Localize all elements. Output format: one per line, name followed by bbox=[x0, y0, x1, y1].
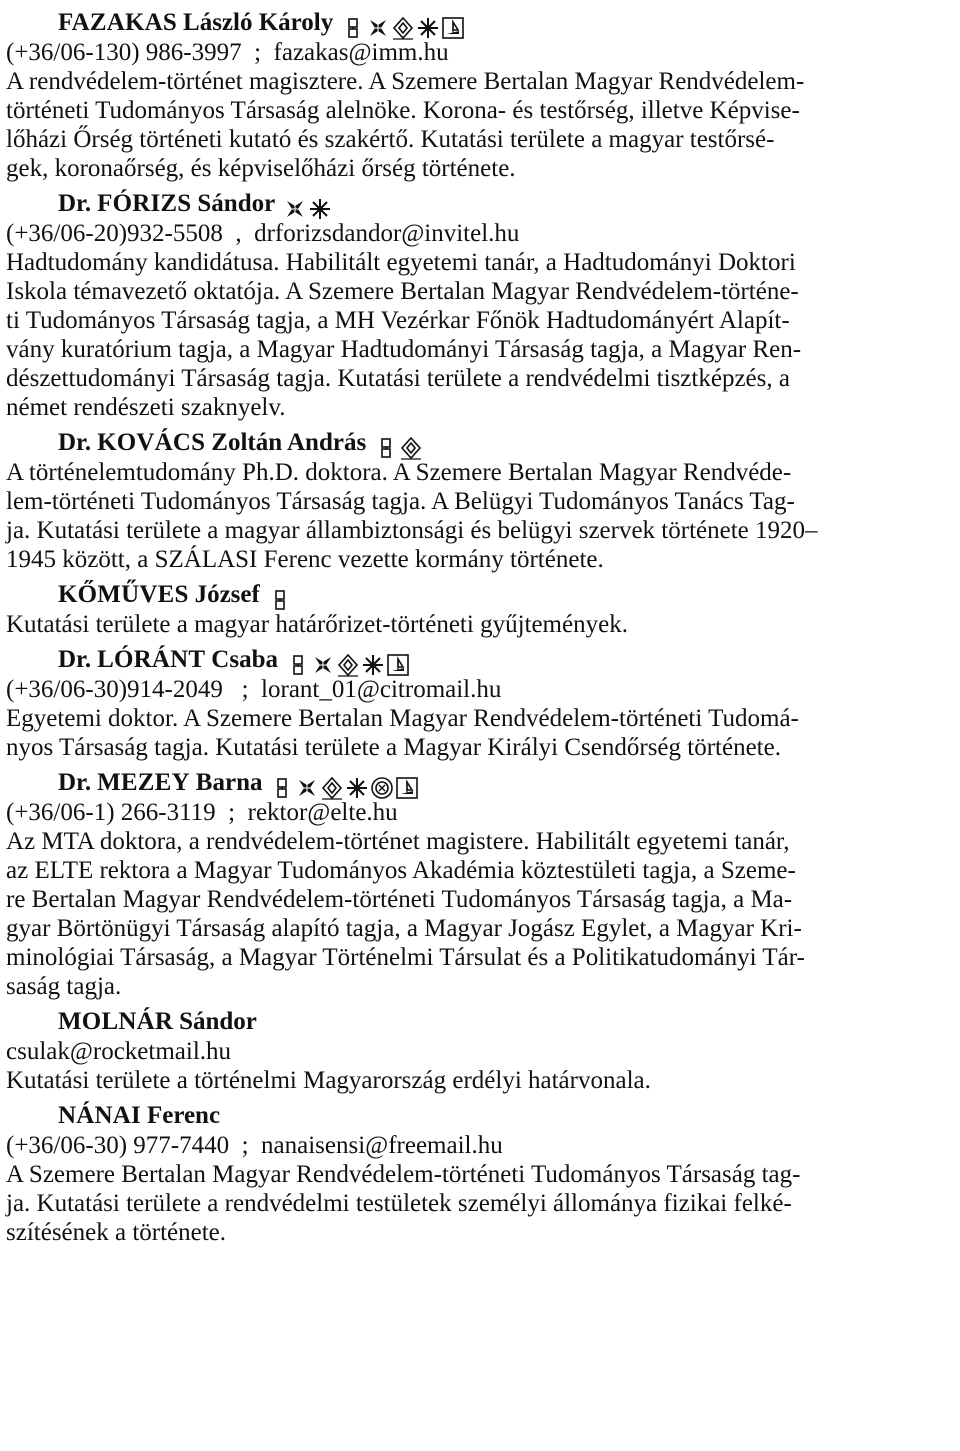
bio-line: A Szemere Bertalan Magyar Rendvédelem-történeti Tudományos Társaság tag- bbox=[6, 1161, 801, 1188]
bio-line: vány kuratórium tagja, a Magyar Hadtudományi Társaság tagja, a Magyar Ren- bbox=[6, 336, 802, 363]
author-surname: KŐMŰVES bbox=[58, 581, 189, 608]
bio-line: Az MTA doktora, a rendvédelem-történet magistere. Habilitált egyetemi tanár, bbox=[6, 828, 790, 855]
author-name bbox=[6, 428, 954, 458]
bio-line: A történelemtudomány Ph.D. doktora. A Szemere Bertalan Magyar Rendvéde- bbox=[6, 459, 792, 486]
ship-icon bbox=[386, 653, 410, 677]
author-given-name: Sándor bbox=[197, 190, 276, 217]
author-given-name: Sándor bbox=[179, 1008, 257, 1035]
contact-line: (+36/06-30) 977-7440 ; nanaisensi@freemail.hu bbox=[6, 1132, 503, 1159]
bio-line: Iskola témavezető oktatója. A Szemere Bertalan Magyar Rendvédelem-történe- bbox=[6, 278, 799, 305]
author-surname: LÓRÁNT bbox=[97, 646, 206, 673]
bio-line: az ELTE rektora a Magyar Tudományos Akadémia köztestületi tagja, a Szeme- bbox=[6, 857, 796, 884]
author-name bbox=[6, 580, 954, 610]
author-given-name: Barna bbox=[195, 769, 263, 796]
author-entry bbox=[6, 8, 954, 189]
author-name bbox=[6, 645, 954, 675]
bio-line: Kutatási területe a történelmi Magyarország erdélyi határvonala. bbox=[6, 1067, 651, 1094]
bio-line: gyar Börtönügyi Társaság alapító tagja, a Magyar Jogász Egylet, a Magyar Kri- bbox=[6, 915, 802, 942]
author-entry bbox=[6, 1007, 954, 1101]
author-entry bbox=[6, 189, 954, 428]
bio-line: német rendészeti szaknyelv. bbox=[6, 394, 286, 421]
medal-icon bbox=[268, 588, 292, 612]
author-surname: KOVÁCS bbox=[97, 429, 206, 456]
seal-icon bbox=[370, 776, 394, 800]
author-name bbox=[6, 1007, 954, 1037]
membership-icons bbox=[283, 192, 333, 218]
bio-line: ja. Kutatási területe a magyar állambiztonsági és belügyi szervek története 1920– bbox=[6, 517, 818, 544]
star-icon bbox=[345, 776, 369, 800]
ship-icon bbox=[395, 776, 419, 800]
bio-line: ti Tudományos Társaság tagja, a MH Vezérkar Főnök Hadtudományért Alapít- bbox=[6, 307, 790, 334]
cross-icon bbox=[366, 16, 390, 40]
medal-icon bbox=[286, 653, 310, 677]
author-given-name: László Károly bbox=[183, 9, 334, 36]
membership-icons bbox=[286, 648, 411, 674]
ship-icon bbox=[441, 16, 465, 40]
cross-icon bbox=[311, 653, 335, 677]
cross-icon bbox=[283, 197, 307, 221]
bio-line: re Bertalan Magyar Rendvédelem-történeti Tudományos Társaság tagja, a Ma- bbox=[6, 886, 793, 913]
bio-line: gek, koronaőrség, és képviselőházi őrség története. bbox=[6, 155, 516, 182]
entry-gap bbox=[6, 1247, 954, 1253]
bio-line: minológiai Társaság, a Magyar Történelmi Társulat és a Politikatudományi Tár- bbox=[6, 944, 805, 971]
author-surname: MEZEY bbox=[97, 769, 190, 796]
author-surname: FAZAKAS bbox=[58, 9, 178, 36]
author-surname: NÁNAI bbox=[58, 1102, 141, 1129]
diamond-icon bbox=[336, 653, 360, 677]
author-entry bbox=[6, 645, 954, 768]
bio-line: történeti Tudományos Társaság alelnöke. Korona- és testőrség, illetve Képvise- bbox=[6, 97, 800, 124]
bio-line: szítésének a története. bbox=[6, 1219, 227, 1246]
bio-line: Hadtudomány kandidátusa. Habilitált egyetemi tanár, a Hadtudományi Doktori bbox=[6, 249, 796, 276]
membership-icons bbox=[341, 11, 466, 37]
author-title: Dr. bbox=[58, 429, 92, 456]
author-given-name: Zoltán András bbox=[211, 429, 367, 456]
contact-line: (+36/06-1) 266-3119 ; rektor@elte.hu bbox=[6, 799, 398, 826]
author-name bbox=[6, 8, 954, 38]
membership-icons bbox=[374, 431, 424, 457]
star-icon bbox=[416, 16, 440, 40]
author-given-name: József bbox=[194, 581, 260, 608]
bio-line: Kutatási területe a magyar határőrizet-történeti gyűjtemények. bbox=[6, 611, 628, 638]
author-surname: MOLNÁR bbox=[58, 1008, 174, 1035]
bio-line: lem-történeti Tudományos Társaság tagja. A Belügyi Tudományos Tanács Tag- bbox=[6, 488, 795, 515]
contact-line: (+36/06-20)932-5508 , drforizsdandor@invitel.hu bbox=[6, 220, 520, 247]
medal-icon bbox=[374, 436, 398, 460]
star-icon bbox=[361, 653, 385, 677]
membership-icons bbox=[270, 771, 420, 797]
author-given-name: Csaba bbox=[211, 646, 278, 673]
bio-line: 1945 között, a SZÁLASI Ferenc vezette kormány története. bbox=[6, 546, 604, 573]
contact-line: (+36/06-130) 986-3997 ; fazakas@imm.hu bbox=[6, 39, 449, 66]
diamond-icon bbox=[399, 436, 423, 460]
bio-line: A rendvédelem-történet magisztere. A Szemere Bertalan Magyar Rendvédelem- bbox=[6, 68, 805, 95]
bio-line: nyos Társaság tagja. Kutatási területe a Magyar Királyi Csendőrség története. bbox=[6, 734, 781, 761]
bio-line: dészettudományi Társaság tagja. Kutatási területe a rendvédelmi tisztképzés, a bbox=[6, 365, 790, 392]
contact-line: (+36/06-30)914-2049 ; lorant_01@citromail.hu bbox=[6, 676, 502, 703]
author-name bbox=[6, 1101, 954, 1131]
diamond-icon bbox=[391, 16, 415, 40]
contact-line: csulak@rocketmail.hu bbox=[6, 1038, 232, 1065]
author-entry bbox=[6, 768, 954, 1007]
author-title: Dr. bbox=[58, 646, 92, 673]
author-name bbox=[6, 189, 954, 219]
medal-icon bbox=[270, 776, 294, 800]
author-surname: FÓRIZS bbox=[97, 190, 192, 217]
author-entry bbox=[6, 580, 954, 645]
author-entry bbox=[6, 1101, 954, 1253]
star-icon bbox=[308, 197, 332, 221]
membership-icons bbox=[268, 583, 293, 609]
author-given-name: Ferenc bbox=[146, 1102, 221, 1129]
bio-line: lőházi Őrség történeti kutató és szakértő. Kutatási területe a magyar testőrsé- bbox=[6, 126, 775, 153]
author-entry bbox=[6, 428, 954, 580]
cross-icon bbox=[295, 776, 319, 800]
author-name bbox=[6, 768, 954, 798]
diamond-icon bbox=[320, 776, 344, 800]
bio-line: saság tagja. bbox=[6, 973, 122, 1000]
author-title: Dr. bbox=[58, 769, 92, 796]
medal-icon bbox=[341, 16, 365, 40]
author-title: Dr. bbox=[58, 190, 92, 217]
bio-line: Egyetemi doktor. A Szemere Bertalan Magyar Rendvédelem-történeti Tudomá- bbox=[6, 705, 799, 732]
bio-line: ja. Kutatási területe a rendvédelmi testületek személyi állománya fizikai felké- bbox=[6, 1190, 792, 1217]
